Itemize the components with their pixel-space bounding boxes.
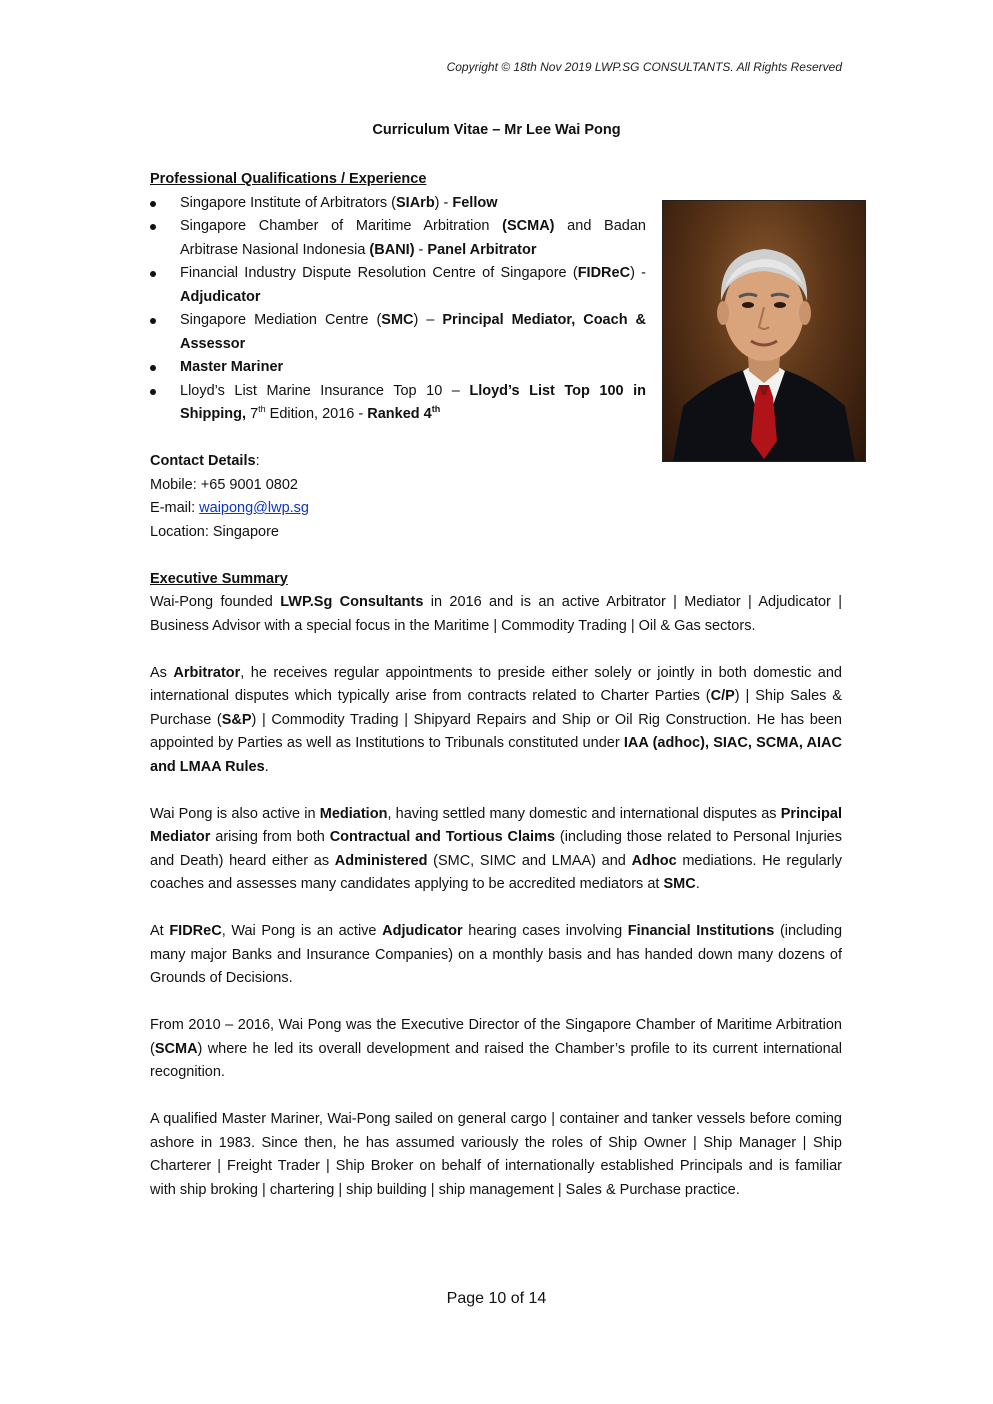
bullet-icon [150, 389, 156, 395]
qualifications-list [150, 192, 646, 427]
qualification-item-fidrec: Financial Industry Dispute Resolution Centre of Singapore (FIDReC) - Adjudicator [150, 262, 646, 309]
summary-paragraph-master-mariner: A qualified Master Mariner, Wai-Pong sailed on general cargo | container and tanker vessels before coming ashore in 1983. Since then, he has assumed variously the roles of Ship Owner | Ship Manager | Ship Charterer | Freight Trader | Ship Broker on behalf of internationally established Principals and is familiar with ship broking | chartering | ship building | ship management | Sales & Purchase practice. [150, 1111, 842, 1198]
page-number: Page 10 of 14 [446, 1290, 547, 1307]
bullet-icon [150, 271, 156, 277]
contact-email: E-mail: waipong@lwp.sg [150, 500, 309, 516]
email-link[interactable]: waipong@lwp.sg [199, 500, 309, 516]
summary-paragraph-scma: From 2010 – 2016, Wai Pong was the Executive Director of the Singapore Chamber of Maritime Arbitration (SCMA) where he led its overall development and raised the Chamber’s profile to its current international recognition. [150, 1017, 842, 1080]
contact-heading: Contact Details [150, 453, 256, 469]
copyright-notice: Copyright © 18th Nov 2019 LWP.SG CONSULTANTS. All Rights Reserved [446, 60, 842, 74]
summary-paragraph-founding: Wai-Pong founded LWP.Sg Consultants in 2016 and is an active Arbitrator | Mediator | Adjudicator | Business Advisor with a special focus in the Maritime | Commodity Trading | Oil & Gas sectors. [150, 594, 842, 634]
summary-paragraph-fidrec: At FIDReC, Wai Pong is an active Adjudicator hearing cases involving Financial Institutions (including many major Banks and Insurance Companies) on a monthly basis and has handed down many dozens of Grounds of Decisions. [150, 923, 843, 986]
location-value: Singapore [212, 523, 279, 540]
summary-paragraph-mediation: Wai Pong is also active in Mediation, having settled many domestic and international disputes as Principal Mediator arising from both Contractual and Tortious Claims (including those related to Personal Injuries and Death) heard either as Administered (SMC, SIMC and LMAA) and Adhoc mediations. He regularly coaches and assesses many candidates applying to be accredited mediators at SMC. [150, 805, 842, 892]
qualification-item-siarb: Singapore Institute of Arbitrators (SIArb) - Fellow [150, 192, 646, 216]
bullet-icon [150, 224, 156, 230]
qualification-item-scma-bani: Singapore Chamber of Maritime Arbitration (SCMA) and Badan Arbitrase Nasional Indonesia (BANI) - Panel Arbitrator [150, 215, 646, 262]
bullet-icon [150, 365, 156, 371]
qualifications-heading: Professional Qualifications / Experience [150, 171, 427, 187]
cv-content [150, 168, 842, 1202]
document-title: Curriculum Vitae – Mr Lee Wai Pong [372, 122, 621, 138]
qualification-item-smc: Singapore Mediation Centre (SMC) – Principal Mediator, Coach & Assessor [150, 309, 646, 356]
qualification-item-master-mariner: Master Mariner [150, 356, 646, 380]
mobile-number: +65 9001 0802 [200, 476, 298, 493]
bullet-icon [150, 201, 156, 207]
qualification-item-lloyds-list: Lloyd’s List Marine Insurance Top 10 – Lloyd’s List Top 100 in Shipping, 7th Edition, 2016 - Ranked 4th [150, 380, 646, 427]
contact-heading-line: Contact Details: [150, 453, 260, 469]
executive-summary-heading: Executive Summary [150, 570, 288, 587]
bullet-icon [150, 318, 156, 324]
contact-location: Location: Singapore [150, 523, 279, 540]
summary-paragraph-arbitrator: As Arbitrator, he receives regular appointments to preside either solely or jointly in both domestic and international disputes which typically arise from contracts related to Charter Parties (C/P) | Ship Sales & Purchase (S&P) | Commodity Trading | Shipyard Repairs and Ship or Oil Rig Construction. He has been appointed by Parties as well as Institutions to Tribunals constituted under IAA (adhoc), SIAC, SCMA, AIAC and LMAA Rules. [150, 664, 842, 775]
contact-mobile: Mobile: +65 9001 0802 [150, 476, 298, 493]
